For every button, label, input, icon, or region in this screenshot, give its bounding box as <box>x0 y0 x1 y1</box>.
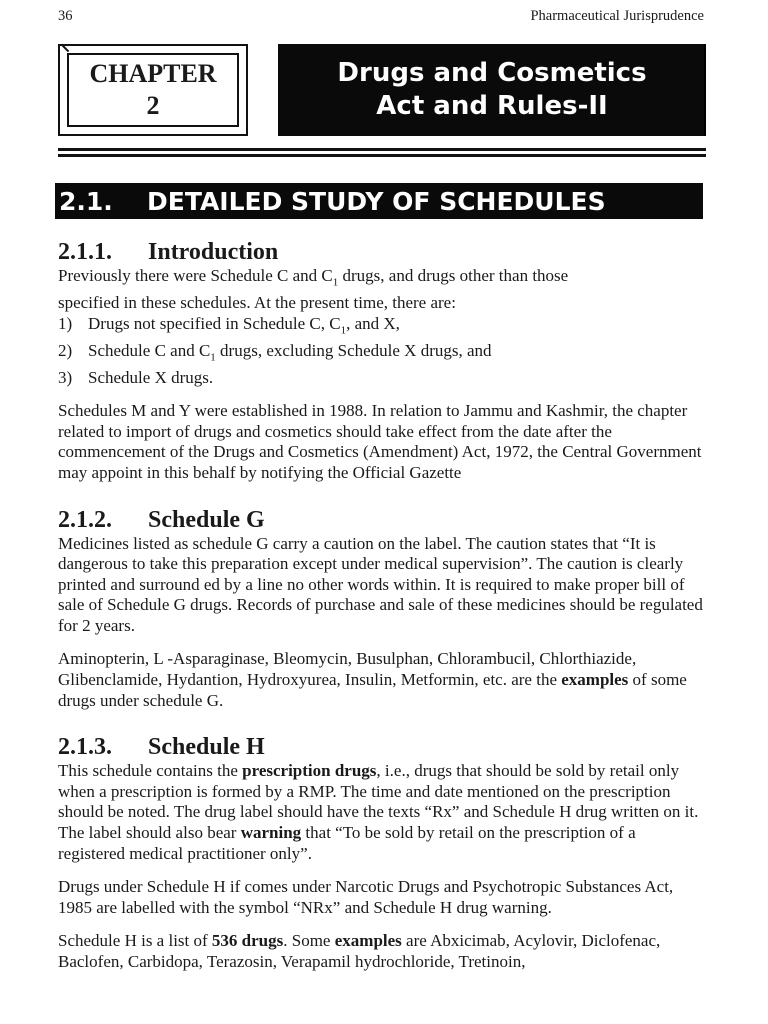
schedule-g-examples: Aminopterin, L -Asparaginase, Bleomycin, Busulphan, Chlorambucil, Chlorthiazide, Glibenclamide, Hydantion, Hydroxyurea, Insulin, Metformin, etc. are the examples of some drugs under schedule G. <box>58 649 687 710</box>
chapter-title-line2: Act and Rules-II <box>376 91 608 121</box>
intro-heading: 2.1.1. Introduction <box>58 239 279 265</box>
schedule-h-heading: 2.1.3. Schedule H <box>58 734 265 761</box>
list-item: 1) Drugs not specified in Schedule C, $C_1$, and X, <box>58 313 400 336</box>
chapter-label: CHAPTER <box>89 59 217 88</box>
chapter-title-line1: Drugs and Cosmetics <box>337 58 647 88</box>
chapter-box <box>58 44 248 136</box>
divider-rules <box>58 148 706 160</box>
schedule-h-examples: Schedule H is a list of 536 drugs. Some examples are Abxicimab, Acylovir, Diclofenac, Baclofen, Carbidopa, Terazosin, Verapamil hydrochloride, Tretinoin, <box>58 931 661 972</box>
section-number: 2.1. <box>59 186 113 216</box>
chapter-number: 2 <box>146 91 160 120</box>
intro-paragraph: Previously there were Schedule C and $C_1$ drugs, and drugs other than those specified in these schedules. At the present time, there are: <box>58 266 569 312</box>
section-title: DETAILED STUDY OF SCHEDULES <box>147 186 606 216</box>
list-item: 3) Schedule X drugs. <box>58 367 214 387</box>
schedule-g-heading: 2.1.2. Schedule G <box>58 506 265 533</box>
page-body <box>58 238 706 973</box>
list-item: 2) Schedule C and $C_1$ drugs, excluding Schedule X drugs, and <box>58 340 492 363</box>
schedule-h-paragraph: This schedule contains the prescription drugs, i.e., drugs that should be sold by retail only when a prescription is formed by a RMP. The time and date mentioned on the prescription should be noted. The drug label should have the texts “Rx” and Schedule H drug written on it. The label should also bear warning that “To be sold by retail on the prescription of a registered medical practitioner only”. <box>58 761 699 863</box>
chapter-title-box <box>278 44 706 136</box>
schedule-g-paragraph: Medicines listed as schedule G carry a caution on the label. The caution states that “It is dangerous to take this preparation except under medical supervision”. The caution is clearly printed and surround ed by a line no other words within. It is required to make proper bill of sale of Schedule G drugs. Records of purchase and sale of these medicines should be regulated for 2 years. <box>58 533 703 635</box>
page-number: 36 <box>58 8 73 24</box>
intro-paragraph-2: Schedules M and Y were established in 1988. In relation to Jammu and Kashmir, the chapter related to import of drugs and cosmetics should take effect from the date after the commencement of the Drugs and Cosmetics (Amendment) Act, 1972, the Central Government may appoint in this behalf by notifying the Official Gazette <box>58 401 702 482</box>
section-banner <box>55 183 703 219</box>
page-header <box>58 8 704 25</box>
schedule-h-nrx-paragraph: Drugs under Schedule H if comes under Narcotic Drugs and Psychotropic Substances Act, 1985 are labelled with the symbol “NRx” and Schedule H drug warning. <box>58 877 674 917</box>
running-title: Pharmaceutical Jurisprudence <box>530 8 704 24</box>
